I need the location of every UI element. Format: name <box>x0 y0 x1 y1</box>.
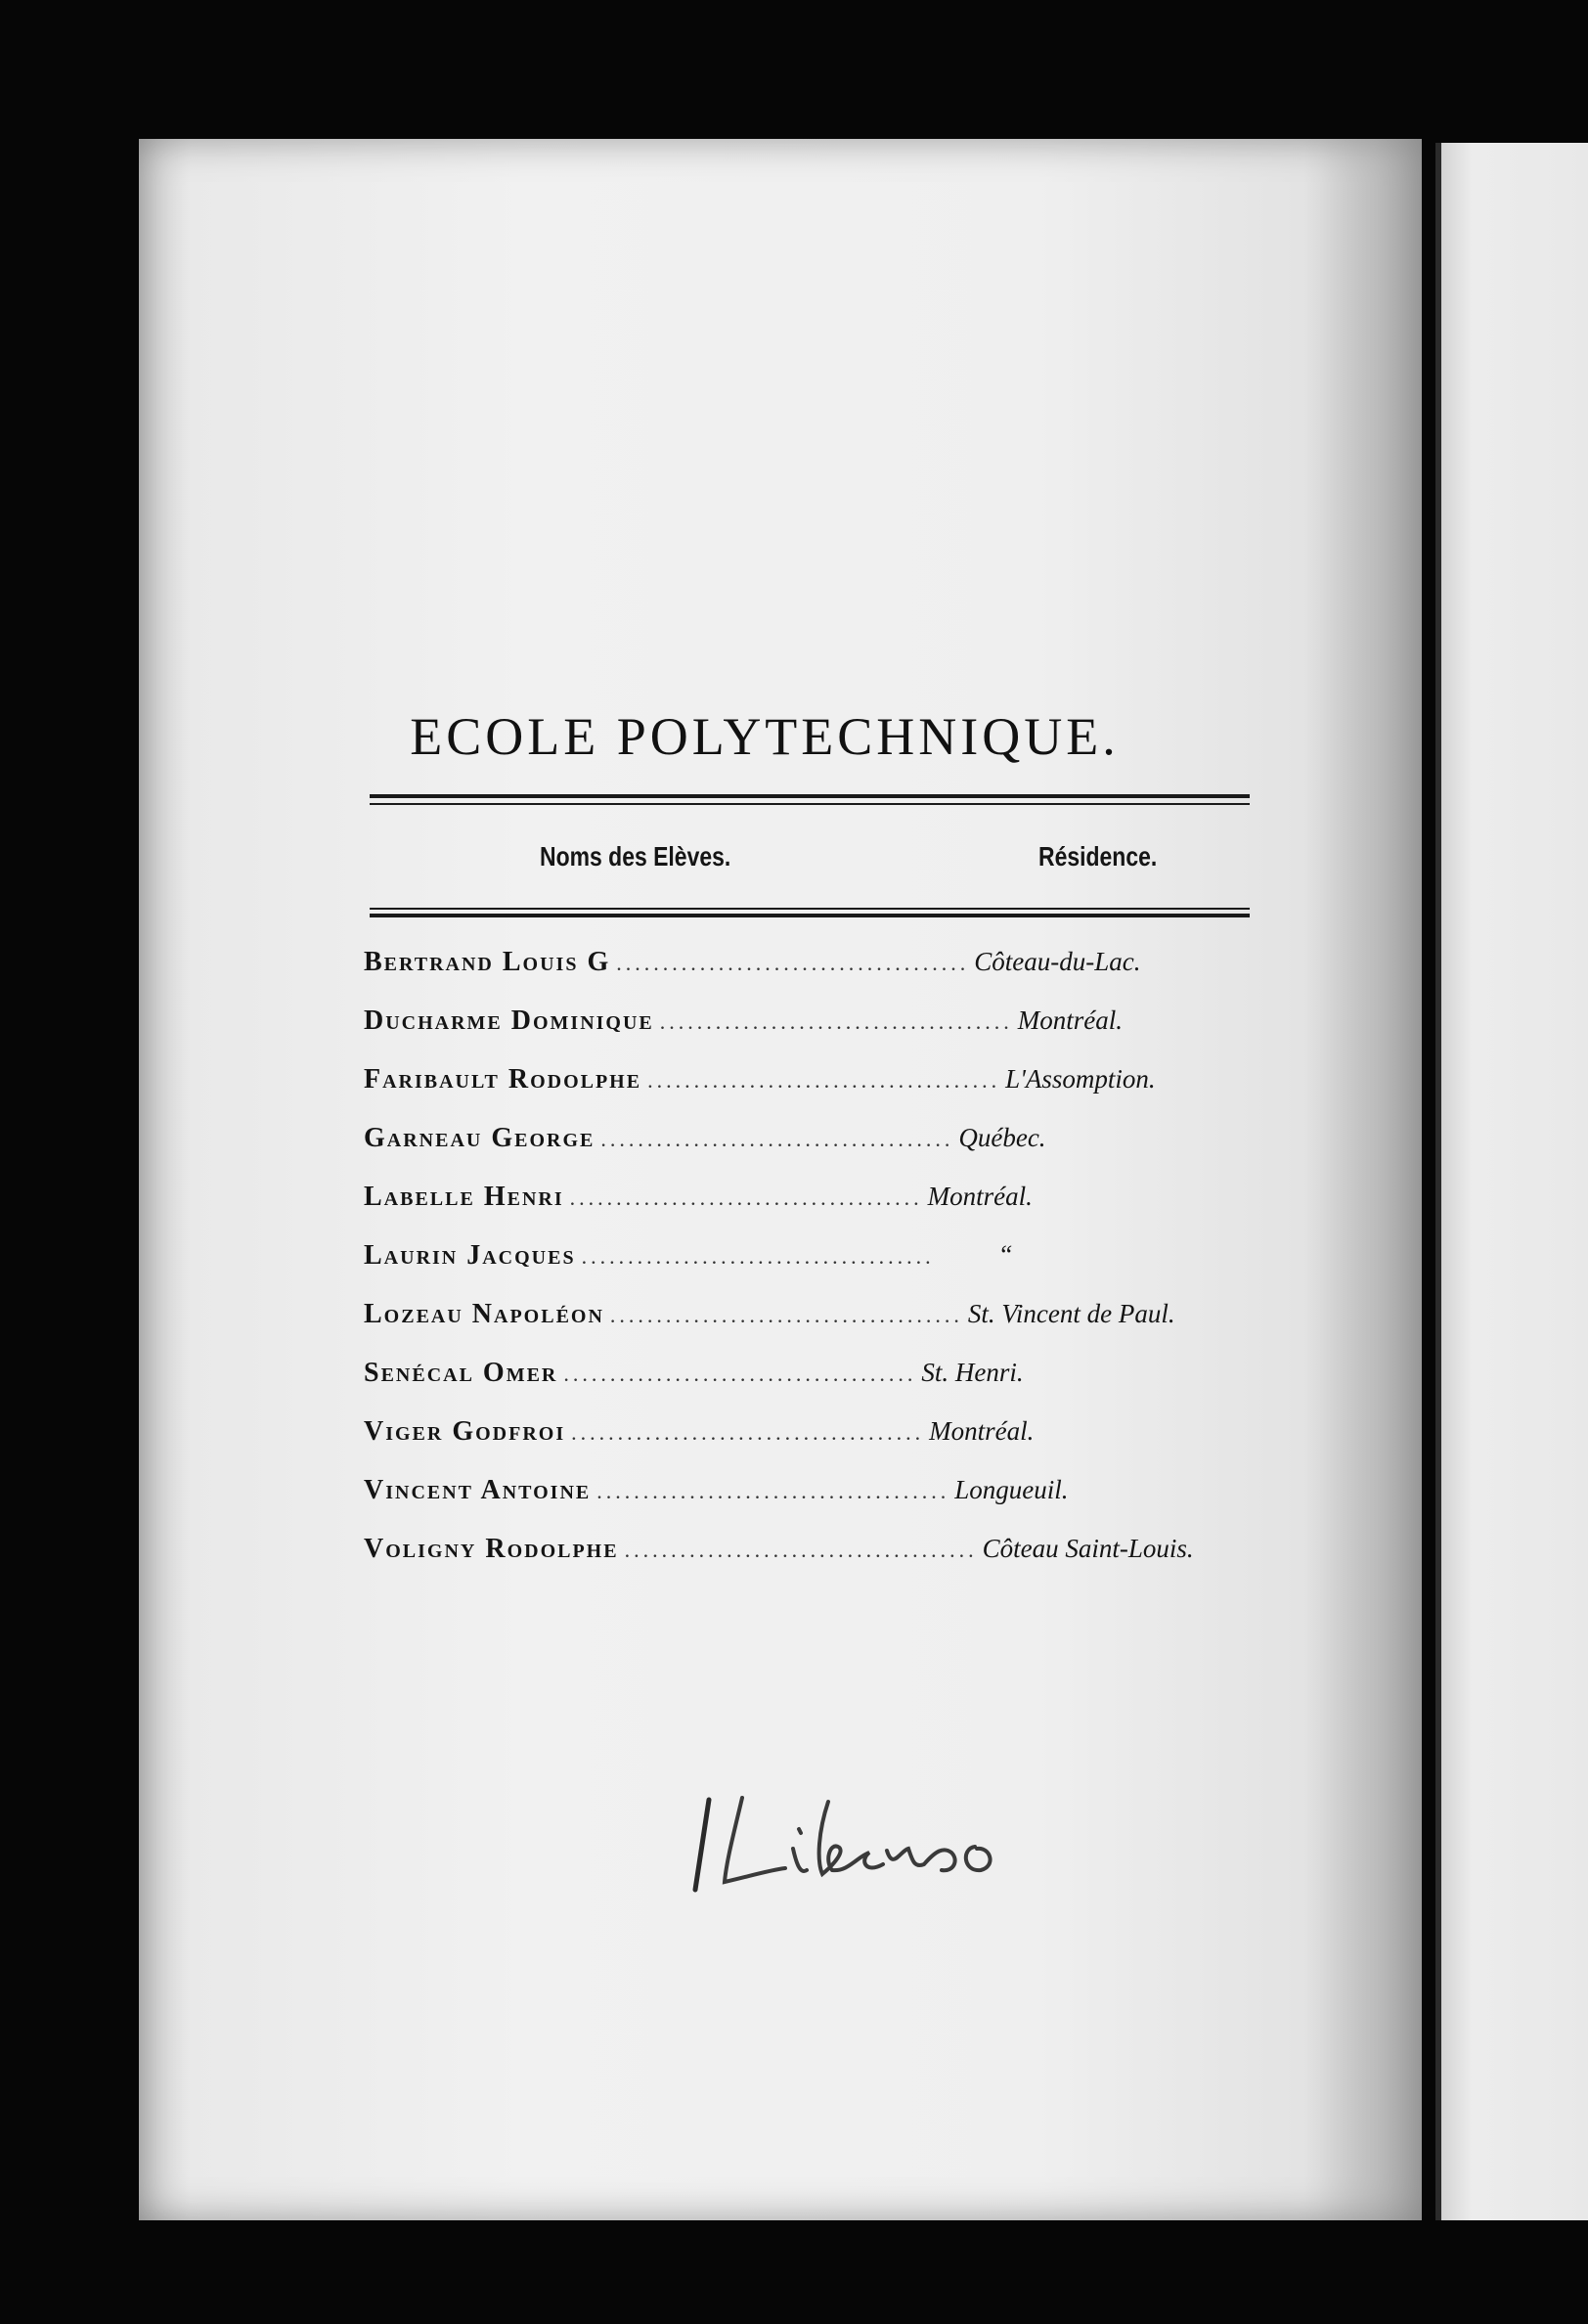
leader-dots <box>660 1009 1012 1035</box>
student-residence: St. Vincent de Paul. <box>967 1299 1175 1328</box>
list-item <box>364 1534 1302 1592</box>
student-name: Voligny Rodolphe <box>364 1534 619 1564</box>
student-name: Lozeau Napoléon <box>364 1299 604 1329</box>
leader-dots <box>600 1127 952 1152</box>
student-residence: Montréal. <box>927 1182 1033 1211</box>
student-name: Senécal Omer <box>364 1358 558 1388</box>
student-residence: St. Henri. <box>921 1358 1024 1387</box>
leader-dots <box>571 1420 923 1446</box>
student-residence: Longueuil. <box>954 1475 1069 1504</box>
list-item <box>364 1006 1302 1064</box>
handwritten-signature <box>691 1792 1063 1899</box>
list-item <box>364 1299 1302 1358</box>
leader-dots <box>616 951 968 976</box>
list-item <box>364 1475 1302 1534</box>
student-name: Ducharme Dominique <box>364 1006 654 1036</box>
column-header-residence: Résidence. <box>1038 841 1158 872</box>
student-name: Bertrand Louis G <box>364 947 611 977</box>
student-residence: Côteau Saint-Louis. <box>982 1534 1194 1563</box>
list-item <box>364 1416 1302 1475</box>
header-rule-top-thin <box>370 803 1250 805</box>
page-edge-stain <box>1304 139 1422 2220</box>
header-rule-bottom <box>370 914 1250 917</box>
scanned-page <box>139 139 1422 2220</box>
student-residence: Côteau-du-Lac. <box>974 947 1141 976</box>
leader-dots <box>647 1068 999 1094</box>
student-residence: Montréal. <box>929 1416 1035 1446</box>
leader-dots <box>625 1538 977 1563</box>
student-residence: Québec. <box>958 1123 1046 1152</box>
student-roster <box>364 947 1302 1592</box>
student-name: Garneau George <box>364 1123 596 1153</box>
page-title: ECOLE POLYTECHNIQUE. <box>410 707 1120 766</box>
leader-dots <box>563 1362 915 1387</box>
student-name: Viger Godfroi <box>364 1416 566 1447</box>
facing-page-edge <box>1435 143 1588 2220</box>
list-item <box>364 1064 1302 1123</box>
list-item <box>364 1358 1302 1416</box>
student-residence: Montréal. <box>1017 1006 1124 1035</box>
leader-dots <box>610 1303 962 1328</box>
header-rule-bottom-thin <box>370 908 1250 910</box>
student-name: Laurin Jacques <box>364 1240 576 1271</box>
student-name: Vincent Antoine <box>364 1475 592 1505</box>
list-item <box>364 1123 1302 1182</box>
student-name: Faribault Rodolphe <box>364 1064 642 1095</box>
list-item <box>364 1240 1302 1299</box>
list-item <box>364 947 1302 1006</box>
leader-dots <box>582 1244 934 1270</box>
student-residence: L'Assomption. <box>1005 1064 1156 1094</box>
list-item <box>364 1182 1302 1240</box>
header-rule-top <box>370 794 1250 798</box>
column-header-names: Noms des Elèves. <box>540 841 731 872</box>
leader-dots <box>570 1185 922 1211</box>
student-name: Labelle Henri <box>364 1182 564 1212</box>
student-residence: “ <box>997 1240 1013 1270</box>
leader-dots <box>596 1479 948 1504</box>
